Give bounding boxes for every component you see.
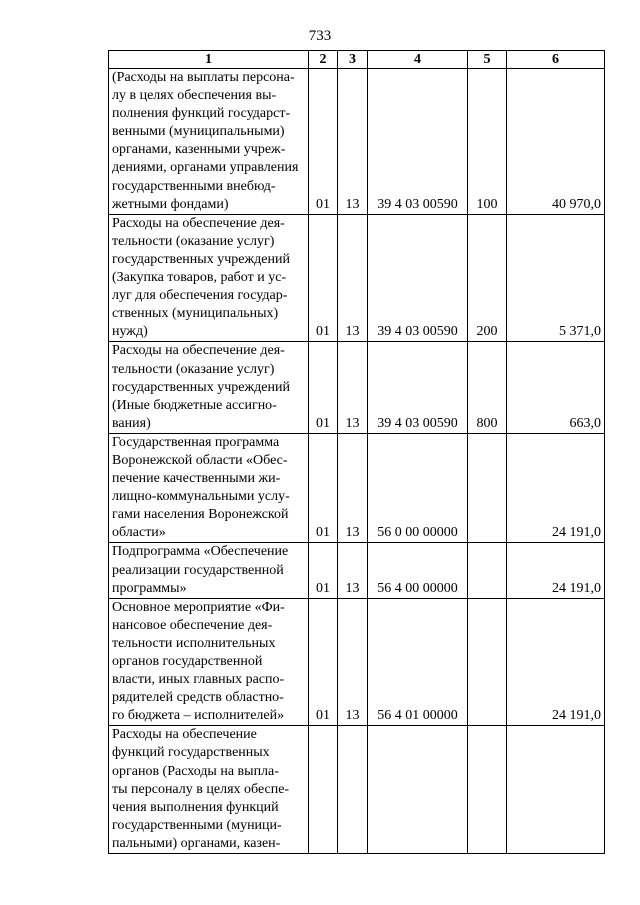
amount: 663,0 (507, 342, 605, 433)
target-article-code: 56 0 00 00000 (368, 433, 468, 543)
section-code: 01 (309, 69, 338, 215)
description-line: реализации государственной (112, 562, 284, 578)
description-line: ты персоналу в целях обеспе- (112, 781, 290, 797)
description-line: тельности исполнительных (112, 635, 276, 651)
description-line: ственных (муниципальных) (112, 306, 279, 322)
header-row (109, 51, 605, 69)
table-row (109, 433, 605, 543)
table-row (109, 543, 605, 598)
description-line: нансовое обеспечение дея- (112, 617, 273, 633)
amount: 24 191,0 (507, 433, 605, 543)
description-line: рядителей средств областно- (112, 690, 284, 706)
target-article-code (368, 726, 468, 854)
description-line: органов (Расходы на выпла- (112, 763, 279, 779)
description-line: гами населения Воронежской (112, 507, 289, 523)
table-row (109, 69, 605, 215)
subsection-code: 13 (338, 433, 368, 543)
description-line: (Закупка товаров, работ и ус- (112, 270, 287, 286)
description-line: жетными фондами) (112, 196, 229, 212)
description-line: нужд) (112, 324, 148, 340)
target-article-code: 39 4 03 00590 (368, 342, 468, 433)
description-line: пальными) органами, казен- (112, 835, 281, 851)
subsection-code: 13 (338, 598, 368, 726)
description-line: вания) (112, 415, 151, 431)
section-code (309, 726, 338, 854)
section-code: 01 (309, 214, 338, 342)
description-line: государственными внебюд- (112, 178, 276, 194)
expense-type-code (468, 433, 507, 543)
description-line: программы» (112, 580, 187, 596)
description-line: власти, иных главных распо- (112, 672, 285, 688)
amount (507, 726, 605, 854)
description-line: лу в целях обеспечения вы- (112, 88, 277, 104)
description-line: луг для обеспечения государ- (112, 288, 288, 304)
description-line: (Расходы на выплаты персона- (112, 70, 295, 85)
row-description (109, 598, 309, 726)
description-line: (Иные бюджетные ассигно- (112, 397, 277, 413)
description-line: Подпрограмма «Обеспечение (112, 544, 289, 560)
description-line: Воронежской области «Обес- (112, 452, 288, 468)
row-description (109, 342, 309, 433)
target-article-code: 56 4 01 00000 (368, 598, 468, 726)
description-line: государственных учреждений (112, 379, 290, 395)
table-body (109, 69, 605, 854)
header-col-3: 3 (338, 51, 368, 69)
amount: 24 191,0 (507, 598, 605, 726)
expense-type-code (468, 543, 507, 598)
description-line: государственными (муници- (112, 817, 282, 833)
header-col-1: 1 (109, 51, 309, 69)
header-col-6: 6 (507, 51, 605, 69)
row-description (109, 69, 309, 215)
description-line: полнения функций государст- (112, 106, 291, 122)
row-description (109, 214, 309, 342)
page-number: 733 (308, 28, 332, 44)
target-article-code: 39 4 03 00590 (368, 69, 468, 215)
description-line: чения выполнения функций (112, 799, 279, 815)
description-line: государственных учреждений (112, 251, 290, 267)
description-line: Расходы на обеспечение (112, 727, 257, 743)
amount: 24 191,0 (507, 543, 605, 598)
table-row (109, 214, 605, 342)
section-code: 01 (309, 342, 338, 433)
target-article-code: 56 4 00 00000 (368, 543, 468, 598)
description-line: области» (112, 525, 166, 541)
row-description (109, 543, 309, 598)
description-line: лищно-коммунальными услу- (112, 489, 290, 505)
description-line: Расходы на обеспечение дея- (112, 215, 285, 231)
description-line: органами, казенными учреж- (112, 142, 286, 158)
header-col-4: 4 (368, 51, 468, 69)
subsection-code (338, 726, 368, 854)
section-code: 01 (309, 598, 338, 726)
description-line: Государственная программа (112, 434, 280, 450)
expense-type-code: 200 (468, 214, 507, 342)
description-line: тельности (оказание услуг) (112, 361, 275, 377)
target-article-code: 39 4 03 00590 (368, 214, 468, 342)
header-col-5: 5 (468, 51, 507, 69)
section-code: 01 (309, 433, 338, 543)
description-line: го бюджета – исполнителей» (112, 708, 285, 724)
header-col-2: 2 (309, 51, 338, 69)
amount: 40 970,0 (507, 69, 605, 215)
section-code: 01 (309, 543, 338, 598)
row-description (109, 726, 309, 854)
expense-type-code: 100 (468, 69, 507, 215)
expense-type-code: 800 (468, 342, 507, 433)
table-row (109, 726, 605, 854)
subsection-code: 13 (338, 69, 368, 215)
description-line: печение качественными жи- (112, 471, 281, 487)
budget-table (108, 50, 605, 854)
description-line: тельности (оказание услуг) (112, 233, 275, 249)
description-line: функций государственных (112, 745, 270, 761)
subsection-code: 13 (338, 543, 368, 598)
description-line: Расходы на обеспечение дея- (112, 343, 285, 359)
subsection-code: 13 (338, 214, 368, 342)
expense-type-code (468, 598, 507, 726)
expense-type-code (468, 726, 507, 854)
description-line: дениями, органами управления (112, 160, 299, 176)
table-row (109, 342, 605, 433)
description-line: органов государственной (112, 654, 263, 669)
description-line: Основное мероприятие «Фи- (112, 599, 285, 615)
subsection-code: 13 (338, 342, 368, 433)
amount: 5 371,0 (507, 214, 605, 342)
table-row (109, 598, 605, 726)
description-line: венными (муниципальными) (112, 124, 285, 140)
row-description (109, 433, 309, 543)
